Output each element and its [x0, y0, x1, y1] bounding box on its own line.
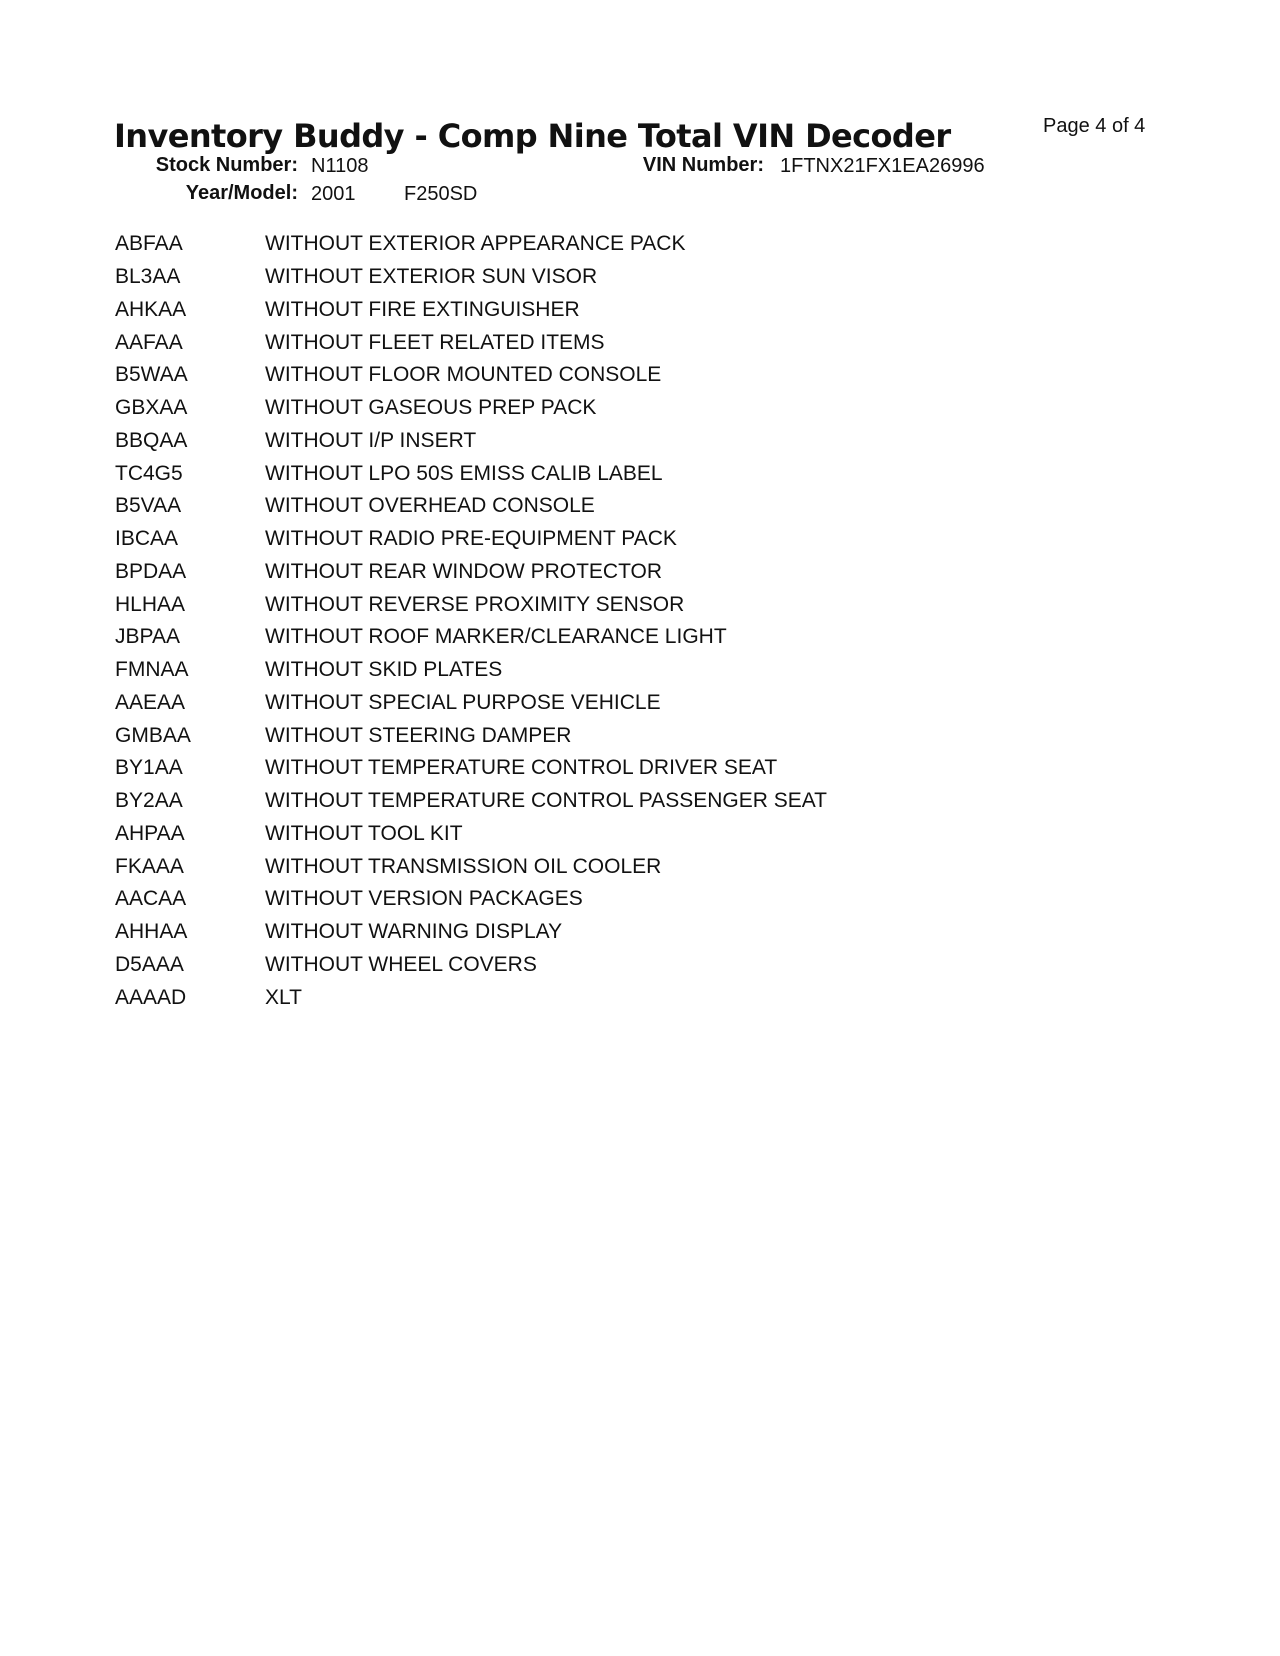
- option-code: FMNAA: [115, 658, 189, 682]
- option-description: WITHOUT SKID PLATES: [265, 658, 503, 682]
- option-code: ABFAA: [115, 232, 183, 256]
- year-model-label: Year/Model:: [185, 182, 298, 204]
- option-row: [115, 916, 1165, 949]
- option-code: AHKAA: [115, 297, 187, 321]
- option-row: [115, 392, 1165, 425]
- option-row: [115, 523, 1165, 556]
- option-row: [115, 490, 1165, 523]
- stock-number-label: Stock Number:: [155, 154, 298, 176]
- option-row: [115, 850, 1165, 883]
- option-code: BY2AA: [115, 789, 183, 813]
- option-description: WITHOUT RADIO PRE-EQUIPMENT PACK: [265, 527, 677, 551]
- option-code: GBXAA: [115, 396, 188, 420]
- option-row: [115, 981, 1165, 1014]
- option-description: WITHOUT EXTERIOR APPEARANCE PACK: [265, 232, 686, 256]
- option-row: [115, 228, 1165, 261]
- option-code: AHPAA: [115, 821, 185, 845]
- option-description: WITHOUT WARNING DISPLAY: [265, 920, 563, 944]
- vin-number-value: 1FTNX21FX1EA26996: [780, 155, 985, 177]
- option-code-list: [115, 228, 1165, 1014]
- option-description: WITHOUT FLOOR MOUNTED CONSOLE: [265, 363, 662, 387]
- option-description: WITHOUT FIRE EXTINGUISHER: [265, 297, 580, 321]
- option-description: WITHOUT STEERING DAMPER: [265, 723, 572, 747]
- option-row: [115, 785, 1165, 818]
- stock-number-value: N1108: [311, 155, 369, 177]
- option-description: WITHOUT REVERSE PROXIMITY SENSOR: [265, 592, 685, 616]
- option-description: WITHOUT SPECIAL PURPOSE VEHICLE: [265, 690, 661, 714]
- option-row: [115, 294, 1165, 327]
- option-description: XLT: [265, 985, 302, 1009]
- option-row: [115, 621, 1165, 654]
- year-value: 2001: [311, 183, 356, 205]
- option-code: FKAAA: [115, 854, 184, 878]
- option-row: [115, 883, 1165, 916]
- option-code: GMBAA: [115, 723, 191, 747]
- option-code: IBCAA: [115, 527, 179, 551]
- option-row: [115, 425, 1165, 458]
- option-description: WITHOUT ROOF MARKER/CLEARANCE LIGHT: [265, 625, 727, 649]
- option-row: [115, 949, 1165, 982]
- model-value: F250SD: [404, 183, 478, 205]
- option-description: WITHOUT EXTERIOR SUN VISOR: [265, 265, 598, 289]
- option-row: [115, 261, 1165, 294]
- vin-number-label: VIN Number:: [642, 154, 764, 176]
- option-code: AHHAA: [115, 920, 188, 944]
- option-code: AAFAA: [115, 330, 183, 354]
- option-description: WITHOUT GASEOUS PREP PACK: [265, 396, 597, 420]
- option-description: WITHOUT WHEEL COVERS: [265, 952, 537, 976]
- option-code: B5VAA: [115, 494, 182, 518]
- option-row: [115, 818, 1165, 851]
- option-description: WITHOUT VERSION PACKAGES: [265, 887, 583, 911]
- option-code: D5AAA: [115, 952, 184, 976]
- option-code: BPDAA: [115, 559, 187, 583]
- option-description: WITHOUT LPO 50S EMISS CALIB LABEL: [265, 461, 663, 485]
- option-code: BL3AA: [115, 265, 181, 289]
- page-number: Page 4 of 4: [1043, 115, 1146, 137]
- option-row: [115, 752, 1165, 785]
- option-row: [115, 457, 1165, 490]
- option-code: HLHAA: [115, 592, 186, 616]
- option-description: WITHOUT TOOL KIT: [265, 821, 463, 845]
- option-row: [115, 326, 1165, 359]
- option-description: WITHOUT TEMPERATURE CONTROL PASSENGER SEAT: [265, 789, 828, 813]
- option-code: JBPAA: [115, 625, 180, 649]
- option-description: WITHOUT TEMPERATURE CONTROL DRIVER SEAT: [265, 756, 778, 780]
- option-code: BY1AA: [115, 756, 183, 780]
- option-description: WITHOUT FLEET RELATED ITEMS: [265, 330, 605, 354]
- option-code: TC4G5: [115, 461, 183, 485]
- option-code: B5WAA: [115, 363, 188, 387]
- option-row: [115, 359, 1165, 392]
- option-description: WITHOUT TRANSMISSION OIL COOLER: [265, 854, 662, 878]
- option-description: WITHOUT REAR WINDOW PROTECTOR: [265, 559, 663, 583]
- option-code: AAEAA: [115, 690, 186, 714]
- option-row: [115, 687, 1165, 720]
- option-description: WITHOUT I/P INSERT: [265, 428, 477, 452]
- option-code: BBQAA: [115, 428, 188, 452]
- option-row: [115, 654, 1165, 687]
- option-description: WITHOUT OVERHEAD CONSOLE: [265, 494, 595, 518]
- document-title: Inventory Buddy - Comp Nine Total VIN Decoder: [114, 117, 951, 155]
- option-row: [115, 719, 1165, 752]
- option-row: [115, 556, 1165, 589]
- option-code: AAAAD: [115, 985, 187, 1009]
- option-row: [115, 588, 1165, 621]
- option-code: AACAA: [115, 887, 187, 911]
